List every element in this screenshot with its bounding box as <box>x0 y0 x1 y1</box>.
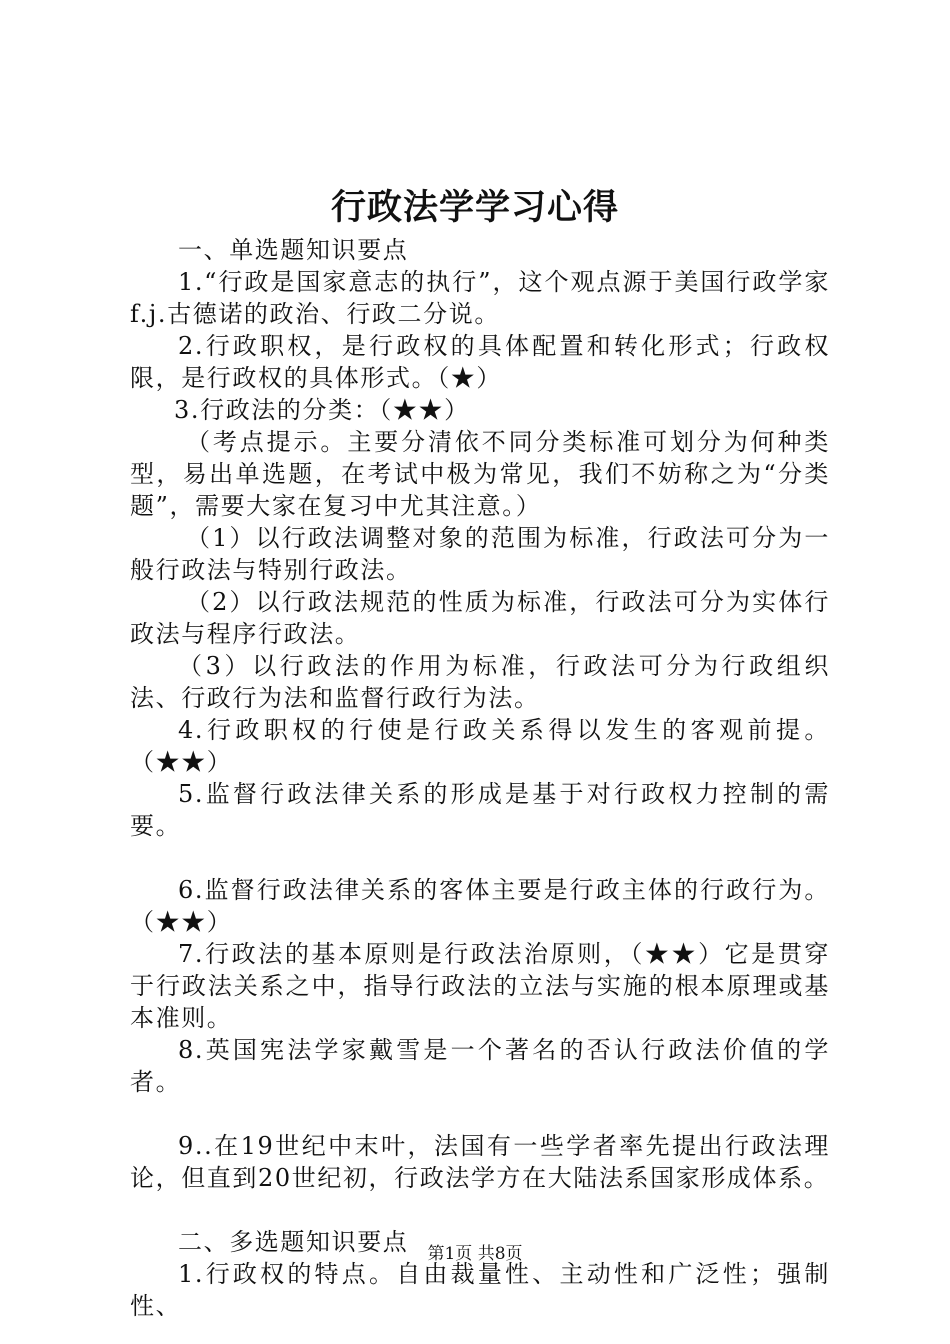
paragraph: 1.“行政是国家意志的执行”，这个观点源于美国行政学家f.j.古德诺的政治、行政二分说。 <box>130 268 830 328</box>
paragraph: 5.监督行政法律关系的形成是基于对行政权力控制的需要。 <box>130 780 830 840</box>
paragraph: 9..在19世纪中末叶，法国有一些学者率先提出行政法理论，但直到20世纪初，行政法学方在大陆法系国家形成体系。 <box>130 1132 830 1192</box>
paragraph: （考点提示。主要分清依不同分类标准可划分为何种类型，易出单选题，在考试中极为常见，我们不妨称之为“分类题”，需要大家在复习中尤其注意。） <box>130 428 830 520</box>
paragraph: 3.行政法的分类：（★★） <box>174 396 470 424</box>
document-title: 行政法学学习心得 <box>330 187 619 228</box>
paragraph: （2）以行政法规范的性质为标准，行政法可分为实体行政法与程序行政法。 <box>130 588 830 648</box>
paragraph: （3）以行政法的作用为标准，行政法可分为行政组织法、行政行为法和监督行政行为法。 <box>130 652 830 712</box>
paragraph: 4.行政职权的行使是行政关系得以发生的客观前提。（★★） <box>130 716 830 776</box>
document-body <box>130 234 830 1322</box>
paragraph: 7.行政法的基本原则是行政法治原则，（★★）它是贯穿于行政法关系之中，指导行政法的立法与实施的根本原理或基本准则。 <box>130 940 830 1032</box>
blank-line <box>130 1194 830 1226</box>
blank-line <box>130 1098 830 1130</box>
paragraph: 1.行政权的特点。自由裁量性、主动性和广泛性；强制性、 <box>130 1260 830 1320</box>
section-heading: 一、单选题知识要点 <box>178 236 409 264</box>
paragraph: 8.英国宪法学家戴雪是一个著名的否认行政法价值的学者。 <box>130 1036 830 1096</box>
section-heading: 二、多选题知识要点 <box>178 1228 409 1256</box>
page-footer: 第1页 共8页 <box>427 1244 523 1264</box>
paragraph: （1）以行政法调整对象的范围为标准，行政法可分为一般行政法与特别行政法。 <box>130 524 830 584</box>
paragraph: 6.监督行政法律关系的客体主要是行政主体的行政行为。（★★） <box>130 876 830 936</box>
paragraph: 2.行政职权，是行政权的具体配置和转化形式；行政权限，是行政权的具体形式。（★） <box>130 332 830 392</box>
blank-line <box>130 842 830 874</box>
